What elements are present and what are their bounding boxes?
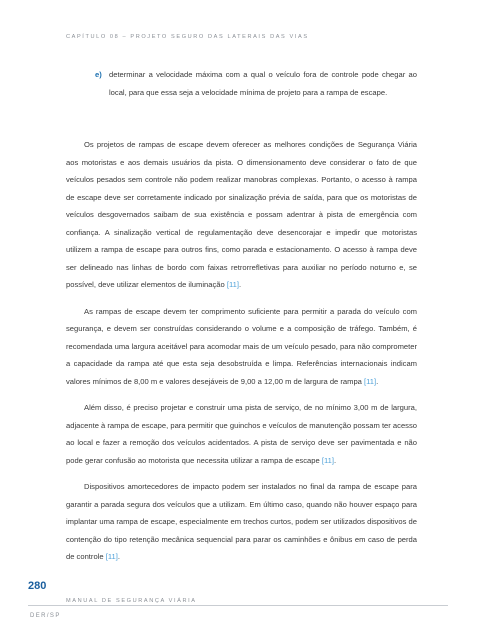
- footer-manual-title: MANUAL DE SEGURANÇA VIÁRIA: [66, 598, 197, 604]
- footer-divider: [28, 605, 448, 606]
- paragraph: [66, 136, 417, 294]
- chapter-header: CAPÍTULO 08 – PROJETO SEGURO DAS LATERAIS DAS VIAS: [66, 34, 309, 40]
- paragraph-end: .: [376, 376, 379, 386]
- list-marker: e): [95, 70, 102, 79]
- reference-link[interactable]: [11]: [226, 280, 239, 289]
- paragraph: [66, 399, 417, 469]
- page-number: 280: [28, 580, 47, 592]
- paragraph-end: .: [117, 552, 120, 561]
- paragraph: [66, 478, 417, 566]
- paragraph-text: Os projetos de rampas de escape devem oferecer as melhores condições de Segurança Viária aos motoristas e aos demais usuários da pista. O dimensionamento deve considerar o fato de que veículos pesados sem controle não podem realizar manobras complexas. Portanto, o acesso à rampa de escape deve ser corretamente indicado por sinalização prévia de saída, para que os motoristas de veículos desgovernados saibam de sua existência e possam adentrar à pista de emergência com confiança. A sinalização vertical de regulamentação deve desencorajar e impedir que motoristas utilizem a rampa de escape para outros fins, como parada e estacionamento. O acesso à rampa deve ser delineado nas linhas de bordo com faixas retrorrefletivas para auxiliar no período noturno e, se possível, deve utilizar elementos de iluminação: [66, 140, 417, 289]
- reference-link[interactable]: [11]: [321, 455, 334, 465]
- list-item: [95, 66, 417, 101]
- paragraph-text: Além disso, é preciso projetar e construir uma pista de serviço, de no mínimo 3,00 m de largura, adjacente à rampa de escape, para permitir que guinchos e veículos de manutenção possam ter acesso ao local e fazer a remoção dos veículos acidentados. A pista de serviço deve ser pavimentada e não pode gerar confusão ao motorista que necessita utilizar a rampa de escape: [66, 403, 417, 465]
- paragraph-end: .: [238, 280, 242, 289]
- paragraph-text: Dispositivos amortecedores de impacto podem ser instalados no final da rampa de escape para garantir a parada segura dos veículos que a utilizam. Em último caso, quando não houver espaço para implantar uma rampa de escape, especialmente em trechos curtos, podem ser utilizados dispositivos de contenção do tipo retenção mecânica sequencial para parar os caminhões e ônibus em caso de perda de controle: [66, 482, 417, 561]
- body-text: [66, 136, 417, 575]
- paragraph-end: .: [333, 455, 337, 465]
- footer-org: DER/SP: [30, 613, 61, 619]
- reference-link[interactable]: [11]: [364, 376, 377, 386]
- paragraph: [66, 303, 417, 391]
- paragraph-text: As rampas de escape devem ter comprimento suficiente para permitir a parada do veículo com segurança, e devem ser construídas considerando o volume e a composição de tráfego. Também, é recomendada uma largura aceitável para acomodar mais de um veículo pesado, para não comprometer a capacidade da rampa até que esta seja desobstruída e limpa. Referências internacionais indicam valores mínimos de 8,00 m e valores desejáveis de 9,00 a 12,00 m de largura de rampa: [66, 306, 417, 386]
- reference-link[interactable]: [11]: [105, 552, 118, 561]
- list-item-text: determinar a velocidade máxima com a qual o veículo fora de controle pode chegar ao local, para que essa seja a velocidade mínima de projeto para a rampa de escape.: [109, 70, 417, 97]
